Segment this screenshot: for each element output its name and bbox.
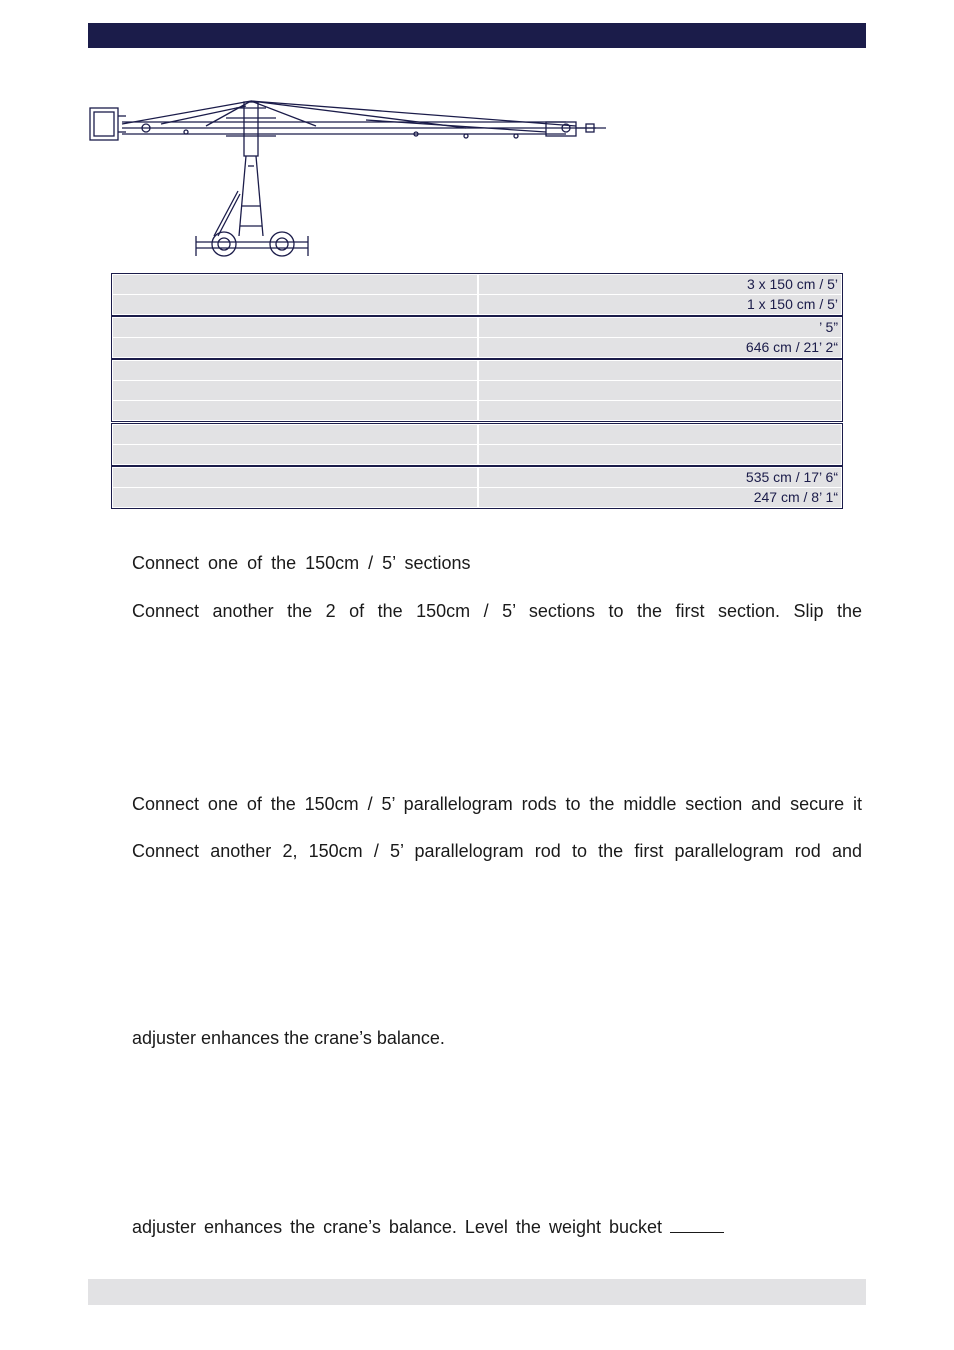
fill-in-blank [670, 1218, 724, 1233]
spec-label [113, 401, 477, 420]
spec-label [113, 468, 477, 487]
spec-value [479, 425, 841, 444]
instruction-paragraph: Connect one of the 150cm / 5’ sections [132, 553, 471, 573]
spec-row [112, 338, 842, 357]
spec-group-3 [111, 359, 843, 422]
spec-label [113, 381, 477, 400]
spec-label [113, 425, 477, 444]
instruction-paragraph: Connect one of the 150cm / 5’ parallelogram rods to the middle section and secure it [132, 794, 862, 814]
spec-group-4 [111, 423, 843, 466]
spec-value: 535 cm / 17’ 6“ [479, 468, 841, 487]
spec-row [112, 275, 842, 294]
spec-value: ’ 5” [479, 318, 841, 337]
instruction-paragraph: Connect another 2, 150cm / 5’ parallelogram rod to the first parallelogram rod and [132, 841, 862, 861]
spec-value: 1 x 150 cm / 5’ [479, 295, 841, 314]
spec-label [113, 361, 477, 380]
spec-label [113, 445, 477, 464]
instruction-paragraph: Connect another the 2 of the 150cm / 5’ sections to the first section. Slip the [132, 601, 862, 621]
spec-label [113, 295, 477, 314]
instruction-text: adjuster enhances the crane’s balance. Level the weight bucket [132, 1217, 663, 1237]
footer-bar [88, 1279, 866, 1305]
spec-value [479, 381, 841, 400]
spec-value [479, 361, 841, 380]
spec-row [112, 318, 842, 337]
spec-value [479, 401, 841, 420]
spec-row [112, 425, 842, 444]
instruction-paragraph-with-blank [132, 1216, 772, 1238]
spec-label [113, 318, 477, 337]
spec-value [479, 445, 841, 464]
spec-row [112, 468, 842, 487]
header-bar [88, 23, 866, 48]
spec-label [113, 275, 477, 294]
instruction-paragraph: adjuster enhances the crane’s balance. [132, 1028, 445, 1048]
spec-label [113, 338, 477, 357]
spec-value: 247 cm / 8’ 1“ [479, 488, 841, 507]
spec-row [112, 295, 842, 314]
spec-group-1 [111, 273, 843, 316]
spec-label [113, 488, 477, 507]
spec-row [112, 445, 842, 464]
spec-group-2 [111, 316, 843, 359]
spec-row [112, 488, 842, 507]
spec-value: 646 cm / 21’ 2“ [479, 338, 841, 357]
spec-row [112, 401, 842, 420]
spec-row [112, 361, 842, 380]
spec-value: 3 x 150 cm / 5’ [479, 275, 841, 294]
spec-row [112, 381, 842, 400]
spec-group-5 [111, 466, 843, 509]
crane-drawing [86, 96, 610, 261]
